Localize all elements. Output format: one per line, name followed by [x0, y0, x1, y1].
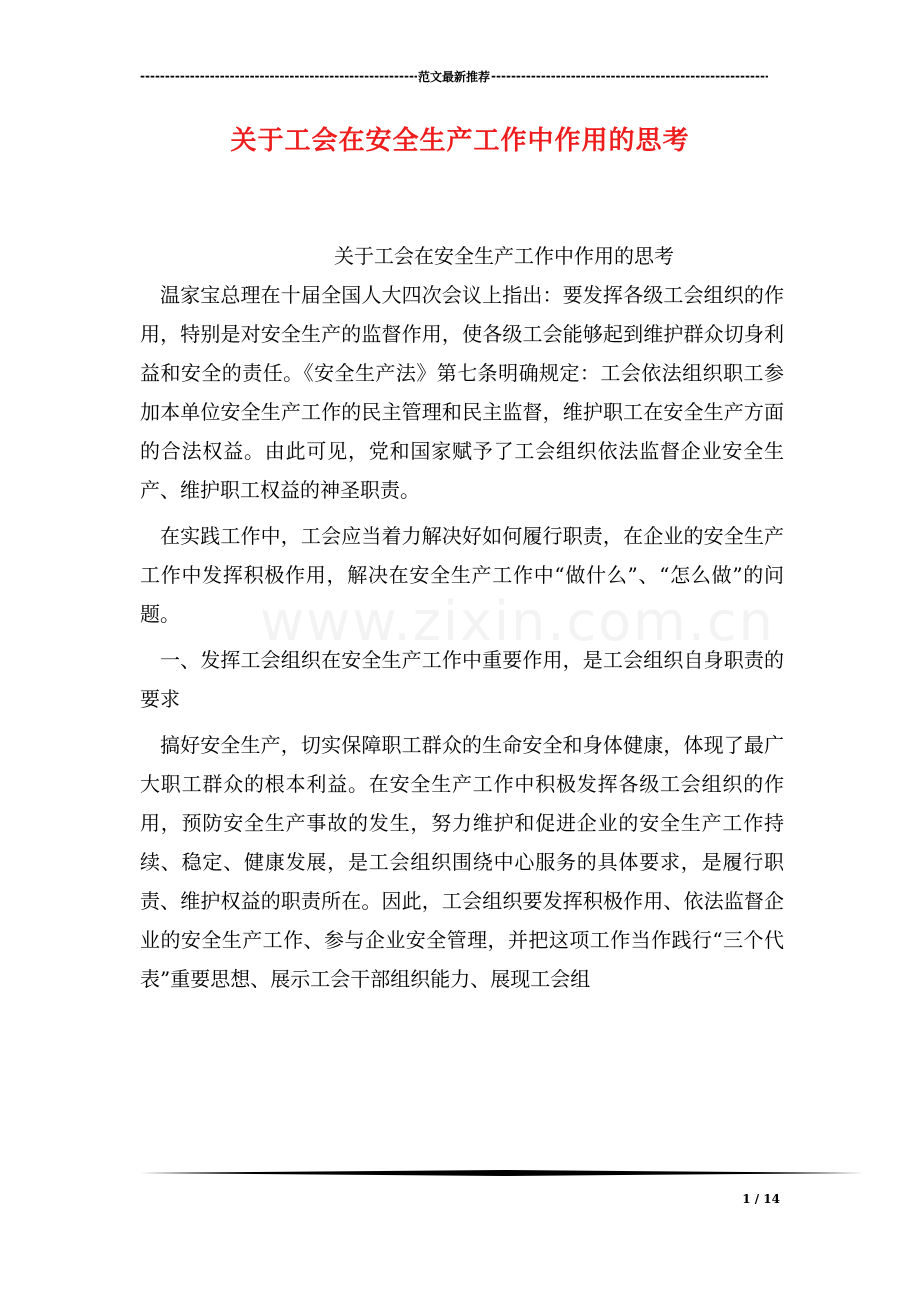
- paragraph: 搞好安全生产，切实保障职工群众的生命安全和身体健康，体现了最广大职工群众的根本利益。在安全生产工作中积极发挥各级工会组织的作用，预防安全生产事故的发生，努力维护和促进企业的安全生产工作持续、稳定、健康发展，是工会组织围绕中心服务的具体要求，是履行职责、维护权益的职责所在。因此，工会组织要发挥积极作用、依法监督企业的安全生产工作、参与企业安全管理，并把这项工作当作践行“三个代表”重要思想、展示工会干部组织能力、展现工会组: [140, 733, 784, 991]
- page-number: 1 / 14: [742, 1192, 780, 1206]
- header-label: 范文最新推荐: [418, 69, 491, 84]
- section-heading: 一、发挥工会组织在安全生产工作中重要作用，是工会组织自身职责的要求: [140, 648, 784, 711]
- document-title: 关于工会在安全生产工作中作用的思考: [230, 126, 690, 156]
- page-header: [140, 66, 768, 86]
- header-dashes-left: [140, 69, 417, 83]
- paragraph: 温家宝总理在十届全国人大四次会议上指出：要发挥各级工会组织的作用，特别是对安全生产的监督作用，使各级工会能够起到维护群众切身利益和安全的责任。《安全生产法》第七条明确规定：工会依法组织职工参加本单位安全生产工作的民主管理和民主监督，维护职工在安全生产方面的合法权益。由此可见，党和国家赋予了工会组织依法监督企业安全生产、维护职工权益的神圣职责。: [140, 283, 784, 502]
- document-subtitle: 关于工会在安全生产工作中作用的思考: [334, 244, 674, 268]
- paragraph: 在实践工作中，工会应当着力解决好如何履行职责，在企业的安全生产工作中发挥积极作用，解决在安全生产工作中“做什么”、“怎么做”的问题。: [140, 524, 784, 626]
- document-body: [140, 237, 784, 1006]
- watermark: www.zixin.com.cn: [260, 590, 775, 653]
- footer-rule: [140, 1170, 864, 1176]
- header-dashes-right: [491, 69, 768, 83]
